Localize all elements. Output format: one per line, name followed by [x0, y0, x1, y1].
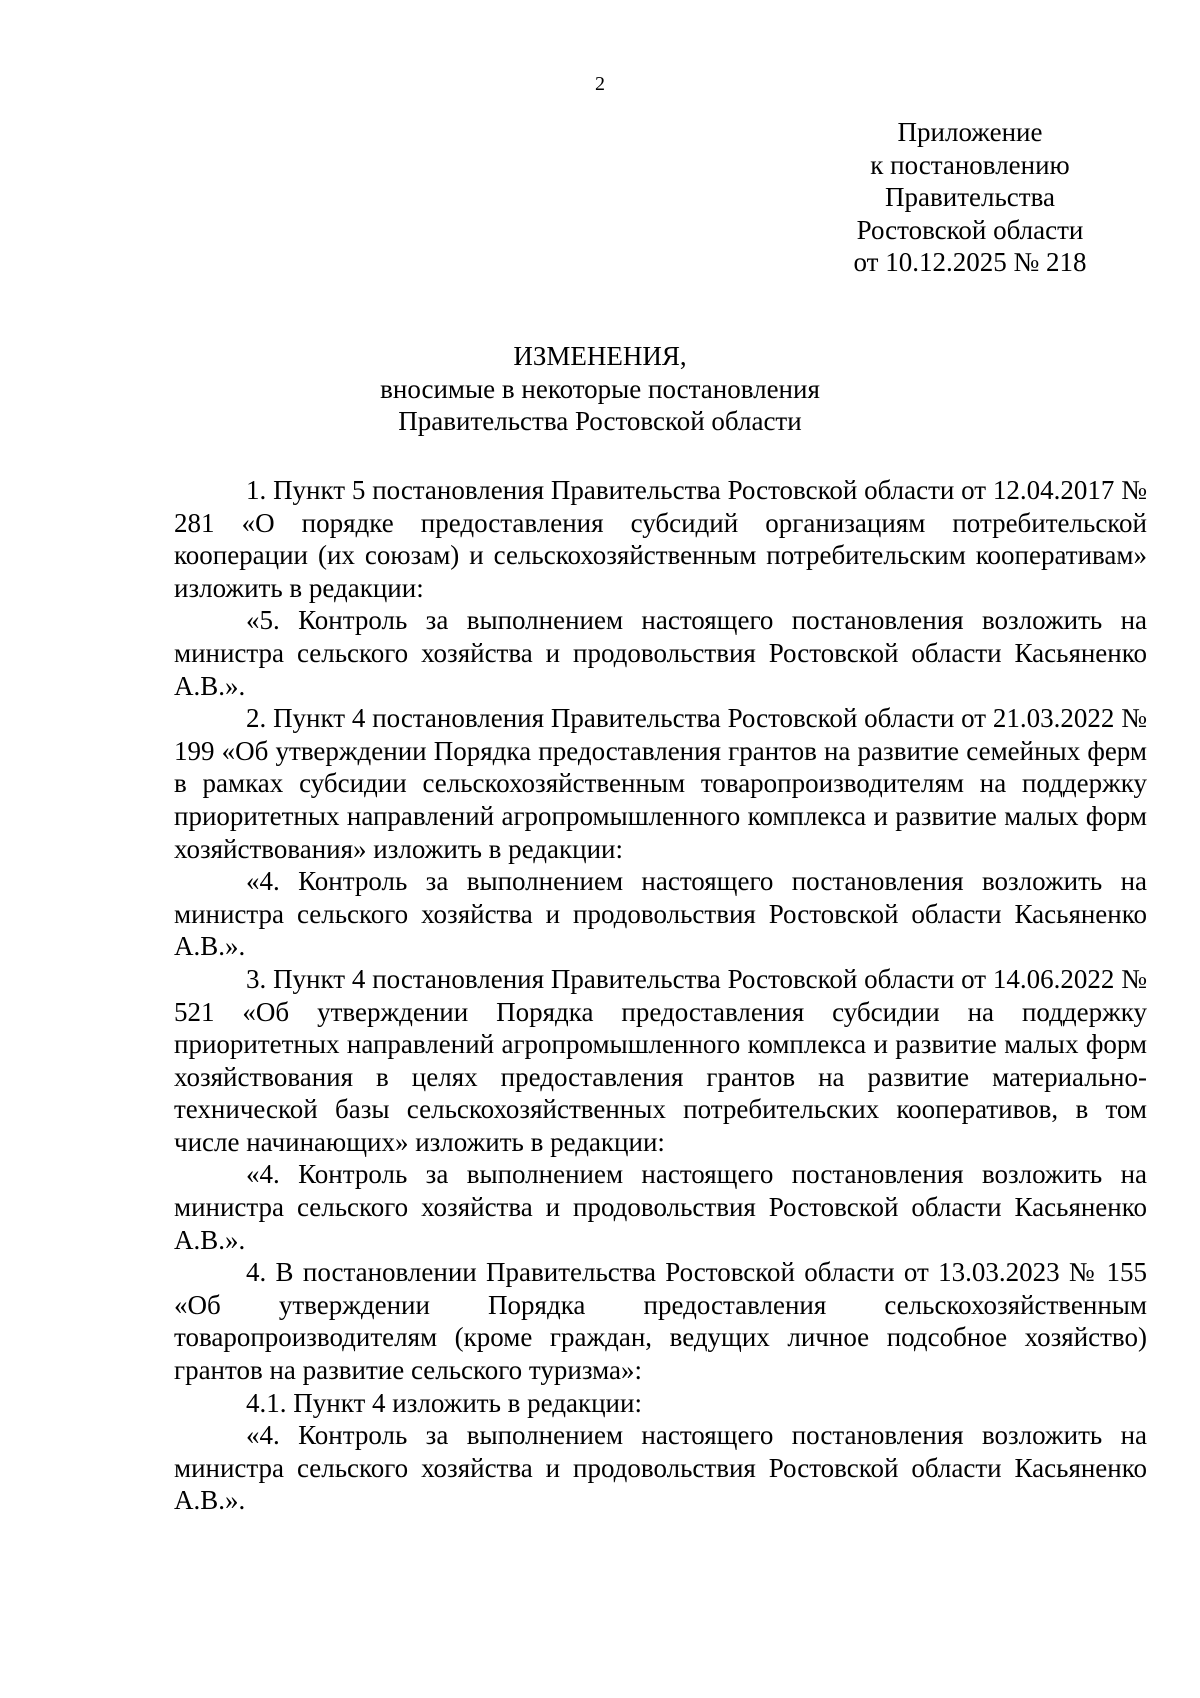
page-number: 2 — [595, 73, 605, 95]
appendix-line: к постановлению — [870, 149, 1070, 180]
appendix-line: Приложение — [897, 117, 1043, 147]
appendix-date-number: от 10.12.2025 № 218 — [853, 247, 1087, 277]
paragraph-item-1: 1. Пункт 5 постановления Правительства Ростовской области от 12.04.2017 № 281 «О порядке предоставления субсидий организациям потребительской кооперации (их союзам) и сельскохозяйственным потребительским кооперативам» изложить в редакции: — [174, 475, 1147, 603]
document-title: ИЗМЕНЕНИЯ, — [513, 341, 687, 371]
paragraph-quote: «5. Контроль за выполнением настоящего постановления возложить на министра сельского хозяйства и продовольствия Ростовской области Касьяненко А.В.». — [174, 605, 1147, 701]
appendix-line: Ростовской области — [856, 214, 1084, 245]
document-body — [174, 474, 1147, 1517]
document-title-block — [0, 340, 1200, 438]
paragraph-subitem-4-1: 4.1. Пункт 4 изложить в редакции: — [246, 1387, 642, 1418]
paragraph-item-2: 2. Пункт 4 постановления Правительства Ростовской области от 21.03.2022 № 199 «Об утверждении Порядка предоставления грантов на развитие семейных ферм в рамках субсидии сельскохозяйственным товаропроизводителям на поддержку приоритетных направлений агропромышленного комплекса и развитие малых форм хозяйствования» изложить в редакции: — [174, 703, 1147, 864]
appendix-line: Правительства — [885, 182, 1055, 212]
paragraph-quote: «4. Контроль за выполнением настоящего постановления возложить на министра сельского хозяйства и продовольствия Ростовской области Касьяненко А.В.». — [174, 1159, 1147, 1255]
paragraph-item-3: 3. Пункт 4 постановления Правительства Ростовской области от 14.06.2022 № 521 «Об утверждении Порядка предоставления субсидии на поддержку приоритетных направлений агропромышленного комплекса и развитие малых форм хозяйствования в целях предоставления грантов на развитие материально-технической базы сельскохозяйственных потребительских кооперативов, в том числе начинающих» изложить в редакции: — [174, 963, 1147, 1157]
appendix-block — [800, 116, 1140, 279]
paragraph-quote: «4. Контроль за выполнением настоящего постановления возложить на министра сельского хозяйства и продовольствия Ростовской области Касьяненко А.В.». — [174, 1420, 1147, 1516]
document-subtitle: вносимые в некоторые постановления — [380, 373, 820, 404]
paragraph-item-4: 4. В постановлении Правительства Ростовской области от 13.03.2023 № 155 «Об утверждении Порядка предоставления сельскохозяйственным товаропроизводителям (кроме граждан, ведущих личное подсобное хозяйство) грантов на развитие сельского туризма»: — [174, 1257, 1147, 1386]
paragraph-quote: «4. Контроль за выполнением настоящего постановления возложить на министра сельского хозяйства и продовольствия Ростовской области Касьяненко А.В.». — [174, 866, 1147, 962]
document-subtitle: Правительства Ростовской области — [398, 406, 802, 436]
